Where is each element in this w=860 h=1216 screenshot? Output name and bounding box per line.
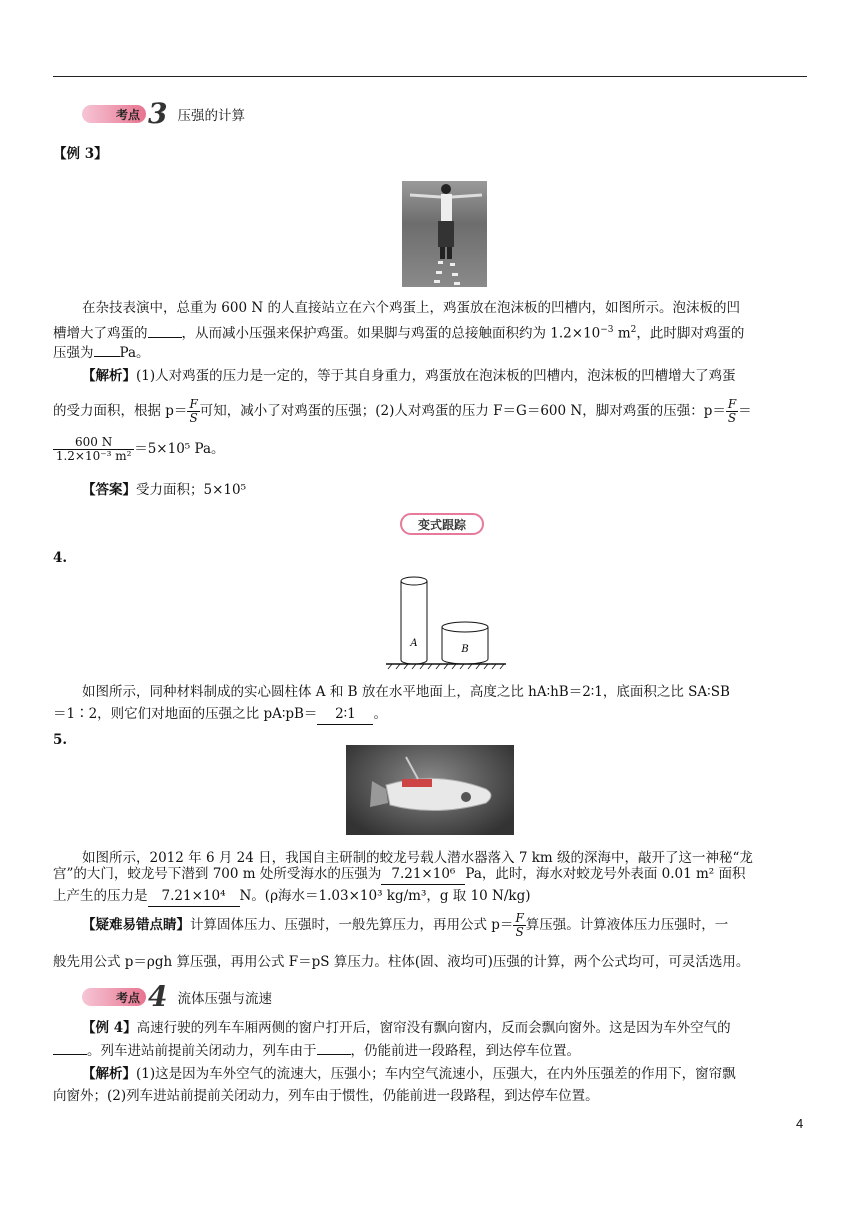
answer-blank — [94, 342, 120, 357]
question-5-number: 5. — [53, 732, 68, 748]
section-title: 流体压强与流速 — [177, 991, 272, 1007]
pressure-fraction: $\frac{F}{S}$ — [515, 911, 524, 939]
example-4-line1: 【例 4】高速行驶的列车车厢两侧的窗户打开后，窗帘没有飘向窗内，反而会飘向窗外。这是因为车外空气的 — [82, 1020, 731, 1036]
section-4-heading — [82, 980, 272, 1013]
pressure-fraction: $\frac{F}{S}$ — [189, 397, 198, 425]
answer-fill: 7.21×10⁶ — [381, 864, 465, 885]
question-5-line1: 如图所示，2012 年 6 月 24 日，我国自主研制的蛟龙号载人潜水器落入 7 km 级的深海中，敲开了这一神秘“龙 — [82, 850, 753, 866]
page-number: 4 — [796, 1116, 804, 1131]
section-3-heading — [82, 97, 245, 130]
section-badge: 考点 — [82, 105, 146, 123]
cylinders-diagram — [384, 574, 508, 670]
section-number: 3 — [148, 97, 168, 130]
example-3-question-line3: 压强为 Pa。 — [53, 342, 807, 363]
example-3-question-line1: 在杂技表演中，总重为 600 N 的人直接站立在六个鸡蛋上，鸡蛋放在泡沫板的凹槽内，如图所示。泡沫板的凹 — [82, 300, 740, 316]
answer-blank — [53, 1040, 87, 1055]
cylinder-a-label: A — [410, 638, 418, 649]
section-title: 压强的计算 — [177, 108, 245, 124]
question-5-line3: 上产生的压力是 7.21×10⁴ N。(ρ海水＝1.03×10³ kg/m³，g 取 10 N/kg) — [53, 886, 807, 907]
answer-fill: 7.21×10⁴ — [148, 886, 240, 907]
tip-line1: 【疑难易错点睛】计算固体压力、压强时，一般先算压力，再用公式 p＝ $\frac{F}{S}$ 算压强。计算液体压力压强时，一 — [82, 911, 729, 939]
header-rule — [53, 76, 807, 77]
example-4-analysis-line1: 【解析】(1)这是因为车外空气的流速大，压强小；车内空气流速小，压强大，在内外压强差的作用下，窗帘飘 — [82, 1066, 736, 1082]
question-5-line2: 宫”的大门，蛟龙号下潜到 700 m 处所受海水的压强为 7.21×10⁶ Pa，此时，海水对蛟龙号外表面 0.01 m² 面积 — [53, 864, 807, 885]
variant-tracking-banner: 变式跟踪 — [400, 513, 484, 535]
pressure-fraction: $\frac{F}{S}$ — [727, 397, 737, 425]
example-4-line2: 。列车进站前提前关闭动力，列车由于 ，仍能前进一段路程，到达停车位置。 — [53, 1040, 807, 1061]
question-4-line2: ＝1∶2，则它们对地面的压强之比 pA∶pB＝ 2∶1 。 — [53, 704, 807, 725]
example-3-answer: 【答案】受力面积；5×10⁵ — [82, 482, 246, 498]
answer-blank — [148, 323, 182, 338]
answer-blank — [317, 1040, 351, 1055]
example-3-analysis-line2: 的受力面积，根据 p＝ $\frac{F}{S}$ 可知，减小了对鸡蛋的压强；(2)人对鸡蛋的压力 F＝G＝600 N，脚对鸡蛋的压强：p＝ $\frac{F}{S}$ ＝ — [53, 397, 752, 425]
calculation-fraction: $\frac{600 N}{\text{1.2×10⁻³ m²}}$ — [53, 436, 134, 463]
example-3-question-line2: 槽增大了鸡蛋的 ，从而减小压强来保护鸡蛋。如果脚与鸡蛋的总接触面积约为 $1.2\times 10^{-3}$ $m^2$，此时脚对鸡蛋的 — [53, 320, 807, 344]
acrobat-photo — [402, 181, 487, 287]
question-4-number: 4. — [53, 550, 68, 566]
example-4-analysis-line2: 向窗外；(2)列车进站前提前关闭动力，列车由于惯性，仍能前进一段路程，到达停车位置。 — [53, 1088, 599, 1104]
example-3-label: 【例 3】 — [53, 146, 108, 162]
tip-line2: 般先用公式 p＝ρgh 算压强，再用公式 F＝pS 算压力。柱体(固、液均可)压强的计算，两个公式均可，可灵活选用。 — [53, 954, 750, 970]
example-3-analysis-line3: $\frac{600 N}{\text{1.2×10⁻³ m²}}$ ＝5×10⁵ Pa。 — [53, 434, 807, 464]
answer-fill: 2∶1 — [317, 704, 373, 725]
section-number: 4 — [148, 980, 168, 1013]
cylinder-b-label: B — [461, 644, 469, 655]
submersible-photo — [346, 745, 514, 835]
question-4-line1: 如图所示，同种材料制成的实心圆柱体 A 和 B 放在水平地面上，高度之比 hA∶hB＝2∶1，底面积之比 SA∶SB — [82, 684, 730, 700]
example-3-analysis-line1: 【解析】(1)人对鸡蛋的压力是一定的，等于其自身重力，鸡蛋放在泡沫板的凹槽内，泡沫板的凹槽增大了鸡蛋 — [82, 368, 736, 384]
section-badge: 考点 — [82, 988, 146, 1006]
